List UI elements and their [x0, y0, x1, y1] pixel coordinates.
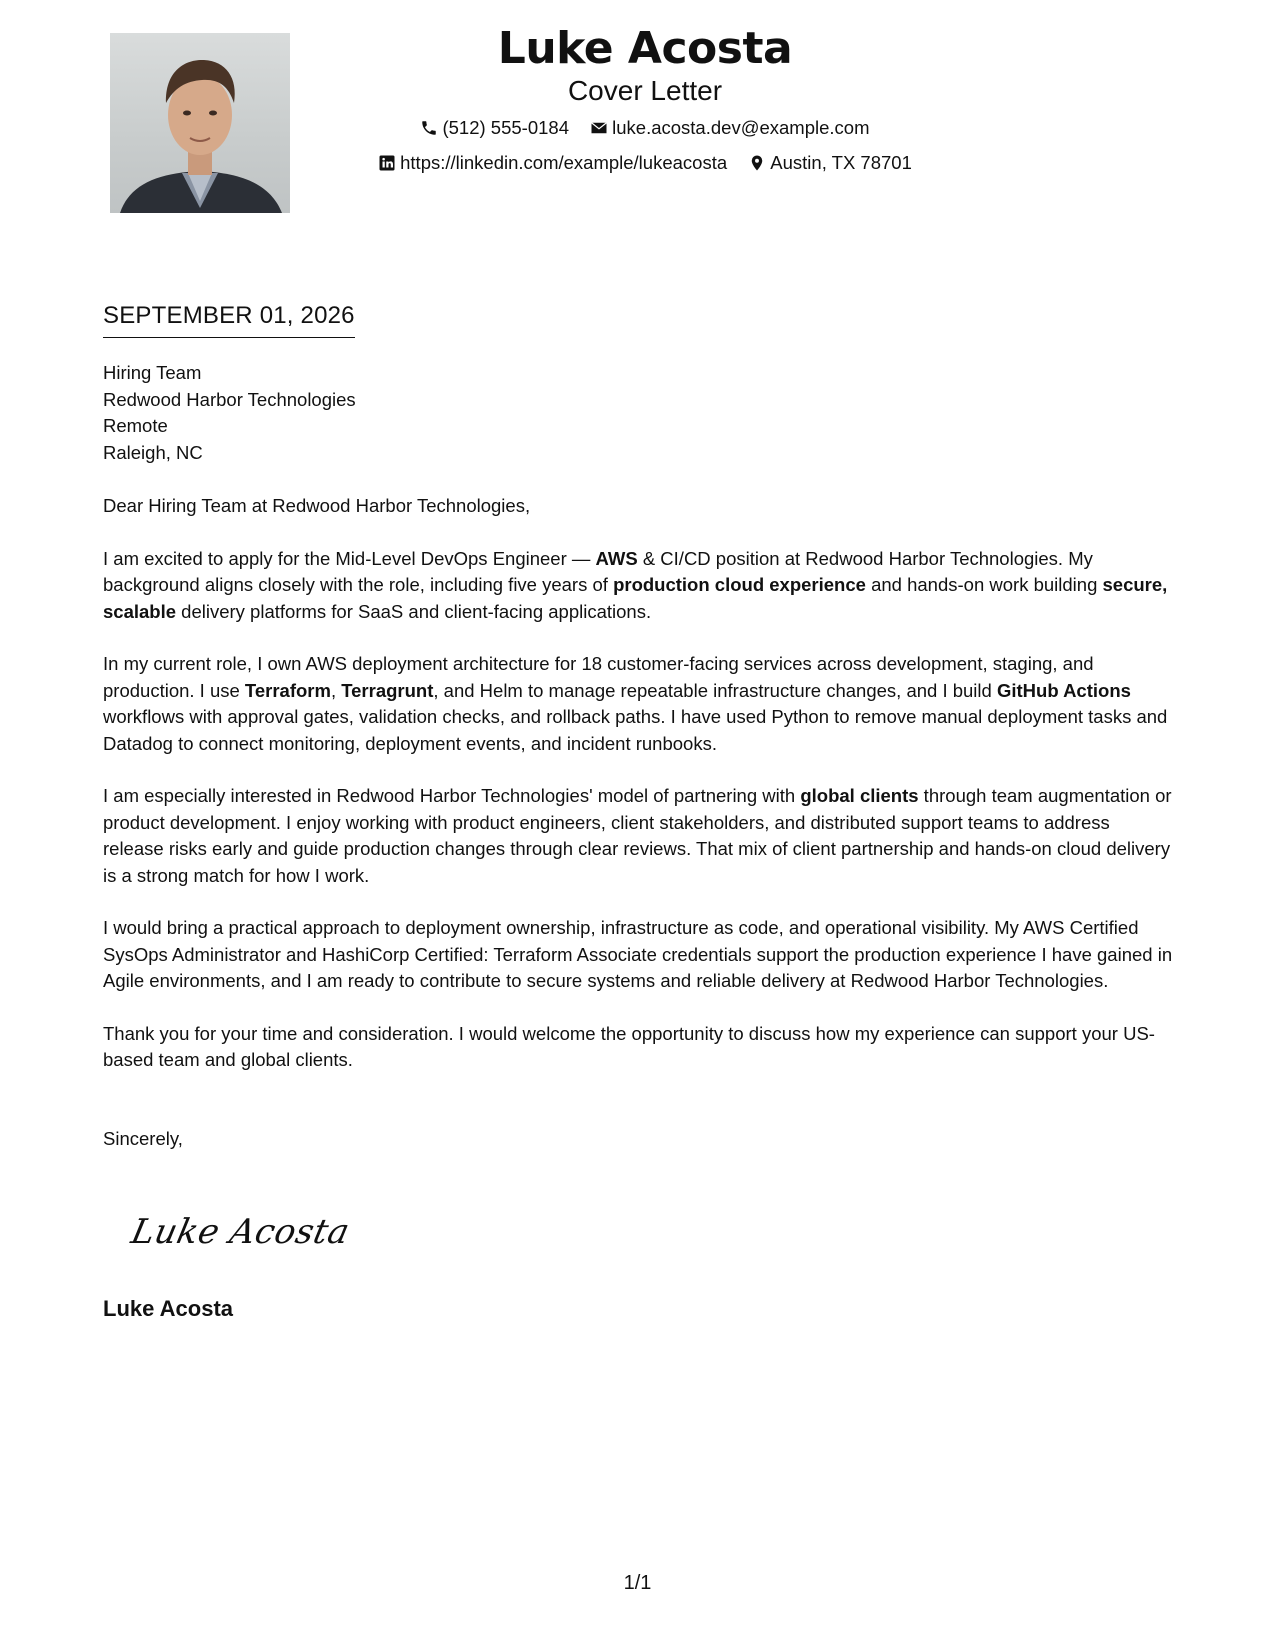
bold-keyword: secure, scalable	[103, 574, 1168, 622]
bold-keyword: AWS	[595, 547, 638, 569]
text-run: , and Helm to manage repeatable infrastructure changes, and I build	[433, 679, 997, 701]
text-run: In my current role, I own AWS deployment architecture for 18 customer-facing services across development, staging, and production. I use	[103, 653, 1094, 701]
paragraph-3	[103, 783, 1173, 889]
bold-keyword: Terraform	[244, 679, 331, 701]
contact-row-2	[330, 151, 960, 178]
text-run: and hands-on work building	[865, 574, 1103, 595]
recipient-line: Remote	[103, 415, 168, 436]
location-contact	[748, 151, 912, 175]
recipient-line: Redwood Harbor Technologies	[103, 388, 356, 410]
applicant-name: Luke Acosta	[497, 23, 793, 74]
linkedin-icon	[378, 154, 396, 172]
paragraph-4: I would bring a practical approach to deployment ownership, infrastructure as code, and operational visibility. My AWS Certified SysOps Administrator and HashiCorp Certified: Terraform Associate credentials support the production experience I have gained in Agile environments, and I am ready to contribute to secure systems and reliable delivery at Redwood Harbor Technologies.	[103, 917, 1173, 991]
paragraph-2	[103, 651, 1173, 757]
paragraph-5: Thank you for your time and consideration. I would welcome the opportunity to discuss how my experience can support your US-based team and global clients.	[103, 1022, 1155, 1070]
signer-name: Luke Acosta	[103, 1296, 234, 1321]
recipient-line: Hiring Team	[103, 362, 202, 383]
bold-keyword: Terragrunt	[341, 679, 434, 701]
text-run: I am especially interested in Redwood Harbor Technologies' model of partnering with	[103, 785, 801, 806]
letter-header	[330, 22, 960, 178]
salutation: Dear Hiring Team at Redwood Harbor Technologies,	[103, 495, 531, 516]
handwritten-signature: Luke Acosta	[127, 1212, 354, 1252]
text-run: I am excited to apply for the Mid-Level DevOps Engineer —	[103, 547, 596, 569]
letter-date: SEPTEMBER 01, 2026	[103, 301, 355, 338]
bold-keyword: GitHub Actions	[996, 679, 1131, 701]
text-run: & CI/CD position at Redwood Harbor Technologies. My background aligns closely with the role, including five years of	[103, 547, 1093, 595]
profile-photo	[110, 33, 290, 213]
text-run: workflows with approval gates, validation checks, and rollback paths. I have used Python to remove manual deployment tasks and Datadog to connect monitoring, deployment events, and incident runbooks.	[103, 706, 1168, 754]
text-run: ,	[330, 679, 342, 701]
portrait-image	[110, 33, 290, 213]
linkedin-contact	[378, 151, 727, 175]
bold-keyword: global clients	[800, 785, 919, 806]
document-title: Cover Letter	[567, 75, 723, 106]
location-text: Austin, TX 78701	[770, 152, 912, 173]
phone-icon	[420, 119, 438, 137]
page-number: 1/1	[623, 1572, 652, 1594]
contact-row-1	[330, 116, 960, 143]
text-run: delivery platforms for SaaS and client-facing applications.	[176, 600, 652, 622]
letter-body	[103, 360, 1173, 1152]
paragraph-1	[103, 546, 1173, 626]
linkedin-url: https://linkedin.com/example/lukeacosta	[400, 152, 728, 173]
envelope-icon	[590, 119, 608, 137]
phone-number: (512) 555-0184	[442, 117, 569, 138]
map-pin-icon	[748, 154, 766, 172]
bold-keyword: production cloud experience	[613, 574, 866, 595]
closing-phrase: Sincerely,	[103, 1127, 183, 1149]
recipient-line: Raleigh, NC	[103, 441, 203, 463]
phone-contact	[420, 116, 569, 140]
email-contact	[590, 116, 869, 140]
recipient-address	[103, 360, 1173, 466]
email-address: luke.acosta.dev@example.com	[612, 117, 870, 138]
text-run: through team augmentation or product development. I enjoy working with product engineers, client stakeholders, and distributed support teams to address release risks early and guide production changes through clear reviews. That mix of client partnership and hands-on cloud delivery is a strong match for how I work.	[103, 785, 1172, 886]
